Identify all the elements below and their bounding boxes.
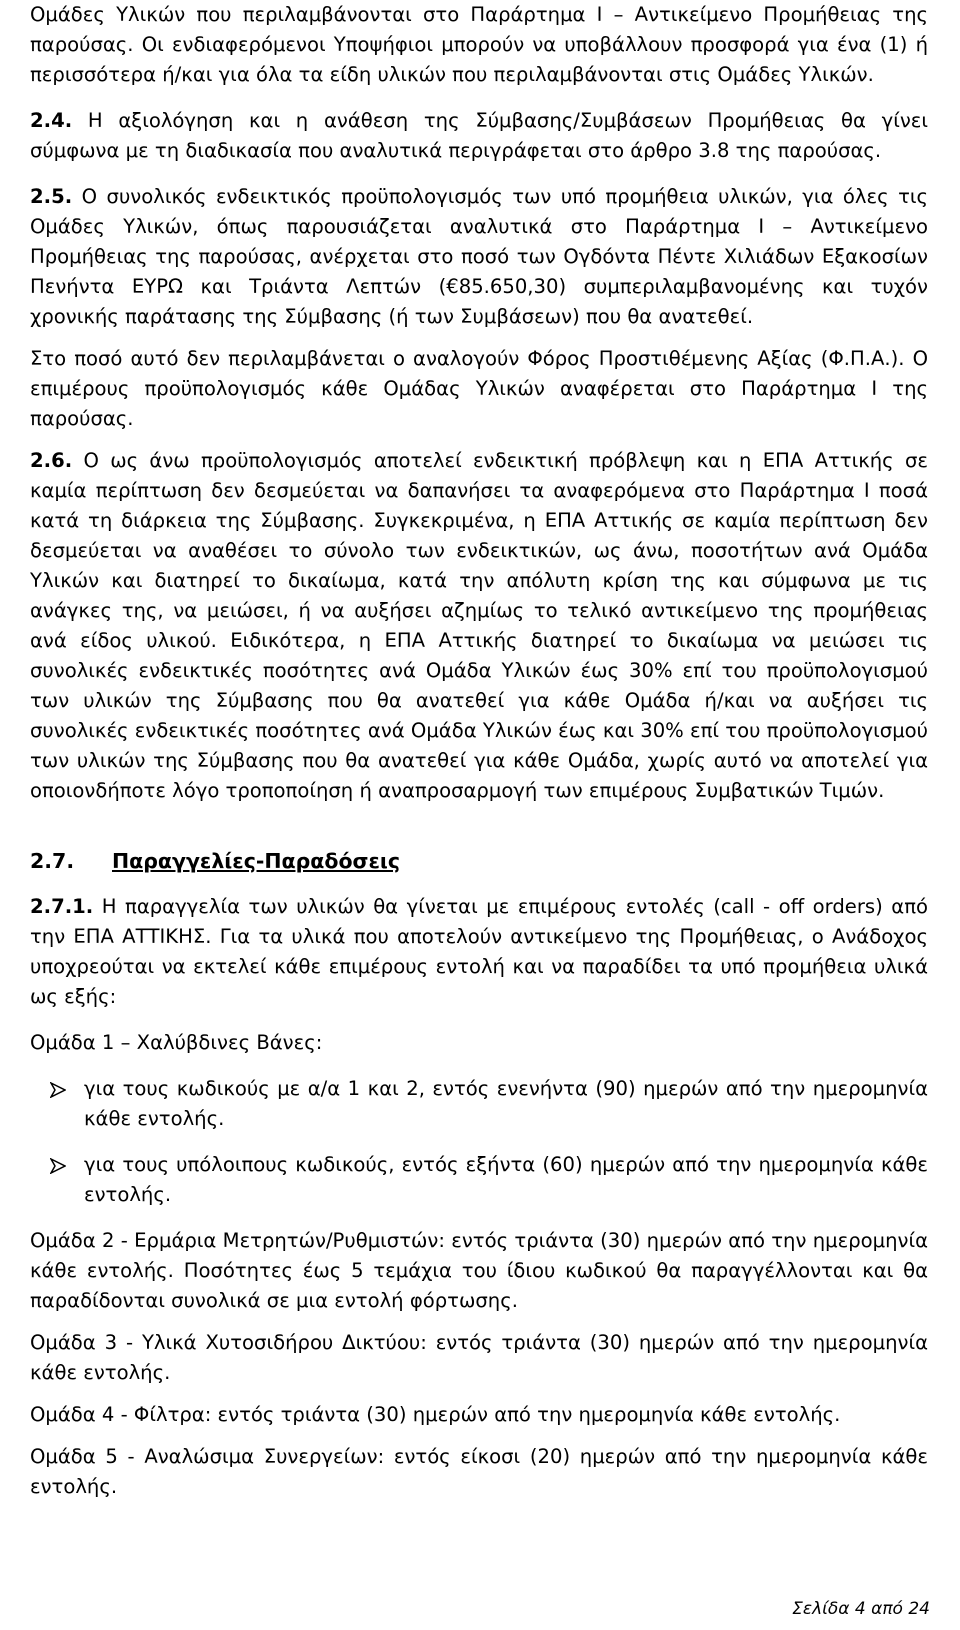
arrowhead-bullet-icon	[30, 1074, 84, 1098]
group-3-paragraph: Ομάδα 3 - Υλικά Χυτοσιδήρου Δικτύου: εντός τριάντα (30) ημερών από την ημερομηνία κάθε εντολής.	[30, 1331, 928, 1384]
paragraph-number: 2.5.	[30, 185, 73, 208]
paragraph-2-4	[30, 106, 928, 166]
paragraph-2-7-1	[30, 892, 928, 1012]
list-item	[30, 1074, 928, 1134]
arrowhead-bullet-icon	[30, 1150, 84, 1174]
paragraph-number: 2.6.	[30, 449, 73, 472]
page-number-footer: Σελίδα 4 από 24	[792, 1599, 930, 1619]
group-4-paragraph: Ομάδα 4 - Φίλτρα: εντός τριάντα (30) ημερών από την ημερομηνία κάθε εντολής.	[30, 1403, 841, 1426]
section-heading	[30, 846, 928, 876]
group-1-label: Ομάδα 1 – Χαλύβδινες Βάνες:	[30, 1031, 323, 1054]
paragraph-number: 2.4.	[30, 109, 73, 132]
paragraph-text: Η παραγγελία των υλικών θα γίνεται με επιμέρους εντολές (call - off orders) από την ΕΠΑ ΑΤΤΙΚΗΣ. Για τα υλικά που αποτελούν αντικείμενο της Προμήθειας, ο Ανάδοχος υποχρεούται να εκτελεί κάθε επιμέρους εντολή και να παραδίδει τα υπό προμήθεια υλικά ως εξής:	[30, 895, 928, 1008]
list-item-text: για τους κωδικούς με α/α 1 και 2, εντός ενενήντα (90) ημερών από την ημερομηνία κάθε εντολής.	[84, 1077, 928, 1130]
list-item	[30, 1150, 928, 1210]
group-2-paragraph: Ομάδα 2 - Ερμάρια Μετρητών/Ρυθμιστών: εντός τριάντα (30) ημερών από την ημερομηνία κάθε εντολής. Ποσότητες έως 5 τεμάχια του ίδιου κωδικού θα παραγγέλλονται και θα παραδίδονται συνολικά σε μια εντολή φόρτωσης.	[30, 1229, 928, 1312]
paragraph-text: Η αξιολόγηση και η ανάθεση της Σύμβασης/Συμβάσεων Προμήθειας θα γίνει σύμφωνα με τη διαδικασία που αναλυτικά περιγράφεται στο άρθρο 3.8 της παρούσας.	[30, 109, 928, 162]
paragraph-number: 2.7.1.	[30, 895, 94, 918]
paragraph-text: Ο συνολικός ενδεικτικός προϋπολογισμός των υπό προμήθεια υλικών, για όλες τις Ομάδες Υλικών, όπως παρουσιάζεται αναλυτικά στο Παράρτημα Ι – Αντικείμενο Προμήθειας της παρούσας, ανέρχεται στο ποσό των Ογδόντα Πέντε Χιλιάδων Εξακοσίων Πενήντα ΕΥΡΩ και Τριάντα Λεπτών (€85.650,30) συμπεριλαμβανομένης και τυχόν χρονικής παράτασης της Σύμβασης (ή των Συμβάσεων) που θα ανατεθεί.	[30, 185, 928, 328]
paragraph-2-6	[30, 446, 928, 806]
paragraph-text: Ο ως άνω προϋπολογισμός αποτελεί ενδεικτική πρόβλεψη και η ΕΠΑ Αττικής σε καμία περίπτωση δεν δεσμεύεται να δαπανήσει τα αναφερόμενα στο Παράρτημα Ι ποσά κατά τη διάρκεια της Σύμβασης. Συγκεκριμένα, η ΕΠΑ Αττικής σε καμία περίπτωση δεν δεσμεύεται να αναθέσει το σύνολο των ενδεικτικών, ως άνω, ποσοτήτων ανά Ομάδα Υλικών και διατηρεί το δικαίωμα, κατά την απόλυτη κρίση της και σύμφωνα με τις ανάγκες της, να μειώσει, ή να αυξήσει αζημίως το τελικό αντικείμενο της προμήθειας ανά είδος υλικού. Ειδικότερα, η ΕΠΑ Αττικής διατηρεί το δικαίωμα να μειώσει τις συνολικές ενδεικτικές ποσότητες ανά Ομάδα Υλικών έως 30% επί του προϋπολογισμού των υλικών της Σύμβασης που θα ανατεθεί για κάθε Ομάδα ή/και να αυξήσει τις συνολικές ενδεικτικές ποσότητες ανά Ομάδα Υλικών έως και 30% επί του προϋπολογισμού των υλικών της Σύμβασης που θα ανατεθεί για κάθε Ομάδα, χωρίς αυτό να αποτελεί για οποιονδήποτε λόγο τροποποίηση ή αναπροσαρμογή των επιμέρους Συμβατικών Τιμών.	[30, 449, 928, 802]
list-item-text: για τους υπόλοιπους κωδικούς, εντός εξήντα (60) ημερών από την ημερομηνία κάθε εντολής.	[84, 1153, 928, 1206]
intro-paragraph: Ομάδες Υλικών που περιλαμβάνονται στο Παράρτημα Ι – Αντικείμενο Προμήθειας της παρούσας. Οι ενδιαφερόμενοι Υποψήφιοι μπορούν να υποβάλλουν προσφορά για ένα (1) ή περισσότερα ή/και για όλα τα είδη υλικών που περιλαμβάνονται στις Ομάδες Υλικών.	[30, 3, 928, 86]
group-5-paragraph: Ομάδα 5 - Αναλώσιμα Συνεργείων: εντός είκοσι (20) ημερών από την ημερομηνία κάθε εντολής.	[30, 1445, 928, 1498]
section-title: Παραγγελίες-Παραδόσεις	[112, 849, 401, 873]
section-number: 2.7.	[30, 849, 75, 873]
paragraph-2-5	[30, 182, 928, 332]
vat-note-paragraph: Στο ποσό αυτό δεν περιλαμβάνεται ο αναλογούν Φόρος Προστιθέμενης Αξίας (Φ.Π.Α.). Ο επιμέρους προϋπολογισμός κάθε Ομάδας Υλικών αναφέρεται στο Παράρτημα Ι της παρούσας.	[30, 347, 928, 430]
document-page	[30, 0, 928, 1502]
